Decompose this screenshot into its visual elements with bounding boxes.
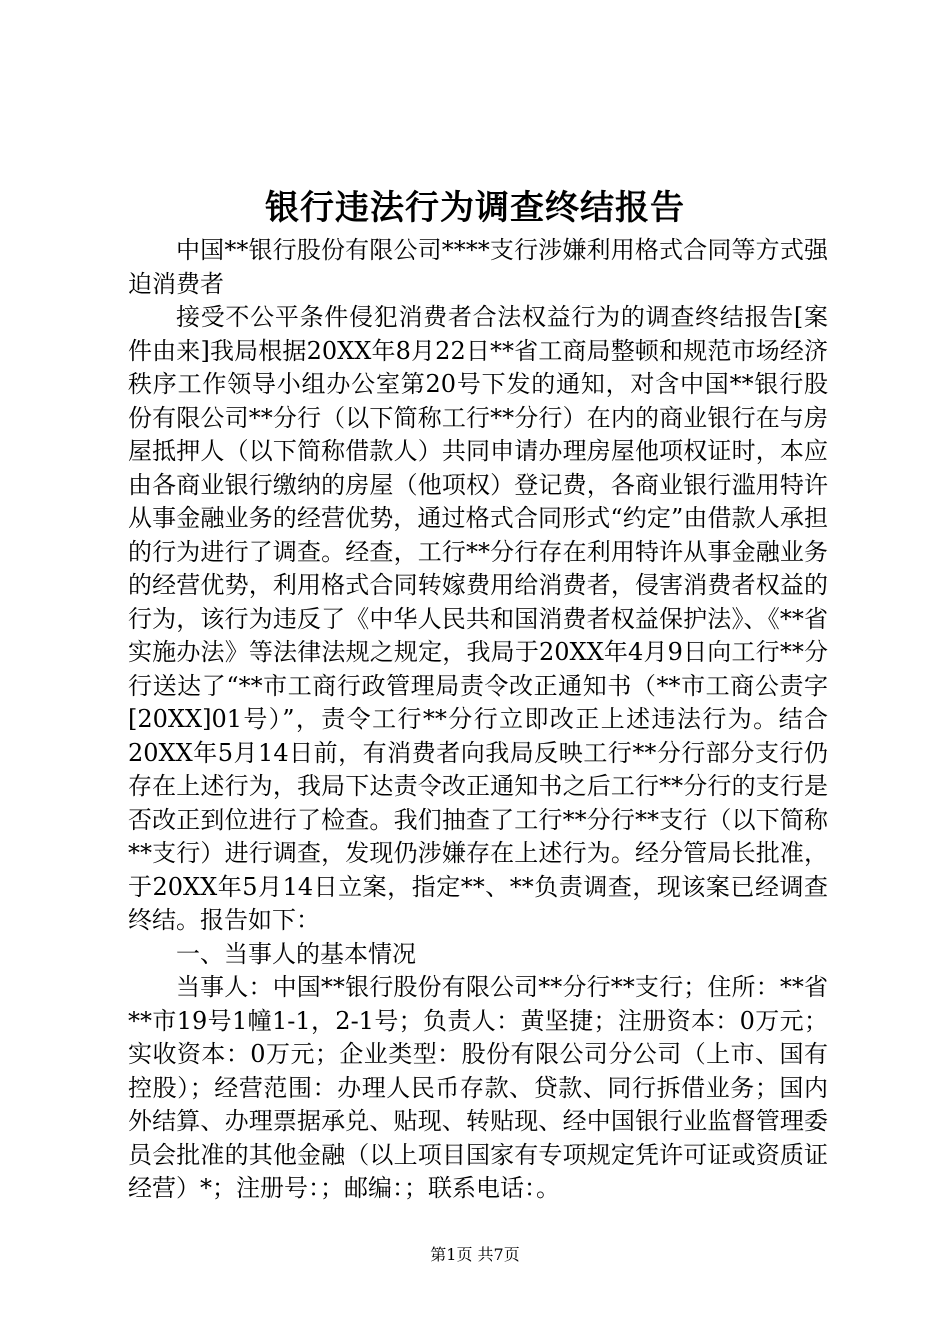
- document-body: [128, 234, 828, 1206]
- section-heading-party-info: 一、当事人的基本情况: [176, 939, 416, 968]
- page-number: 第1页 共7页: [430, 1245, 520, 1264]
- paragraph-case-origin: 接受不公平条件侵犯消费者合法权益行为的调查终结报告[案件由来]我局根据20XX年8月22日**省工商局整顿和规范市场经济秩序工作领导小组办公室第20号下发的通知，对含中国**银行股份有限公司**分行（以下简称工行**分行）在内的商业银行在与房屋抵押人（以下简称借款人）共同申请办理房屋他项权证时，本应由各商业银行缴纳的房屋（他项权）登记费，各商业银行滥用特许从事金融业务的经营优势，通过格式合同形式“约定”由借款人承担的行为进行了调查。经查，工行**分行存在利用特许从事金融业务的经营优势，利用格式合同转嫁费用给消费者，侵害消费者权益的行为，该行为违反了《中华人民共和国消费者权益保护法》、《**省实施办法》等法律法规之规定，我局于20XX年4月9日向工行**分行送达了“**市工商行政管理局责令改正通知书（**市工商公责字[20XX]01号）”，责令工行**分行立即改正上述违法行为。结合20XX年5月14日前，有消费者向我局反映工行**分行部分支行仍存在上述行为，我局下达责令改正通知书之后工行**分行的支行是否改正到位进行了检查。我们抽查了工行**分行**支行（以下简称**支行）进行调查，发现仍涉嫌存在上述行为。经分管局长批准，于20XX年5月14日立案，指定**、**负责调查，现该案已经调查终结。报告如下：: [128, 303, 828, 934]
- paragraph-case-subject: 中国**银行股份有限公司****支行涉嫌利用格式合同等方式强迫消费者: [128, 236, 828, 298]
- paragraph-party-details: 当事人：中国**银行股份有限公司**分行**支行；住所：**省**市19号1幢1-1，2-1号；负责人：黄坚捷；注册资本：0万元；实收资本：0万元；企业类型：股份有限公司分公司（上市、国有控股）；经营范围：办理人民币存款、贷款、同行拆借业务；国内外结算、办理票据承兑、贴现、转贴现、经中国银行业监督管理委员会批准的其他金融（以上项目国家有专项规定凭许可证或资质证经营）*；注册号：；邮编：；联系电话：。: [128, 973, 828, 1202]
- document-title: 银行违法行为调查终结报告: [265, 188, 685, 228]
